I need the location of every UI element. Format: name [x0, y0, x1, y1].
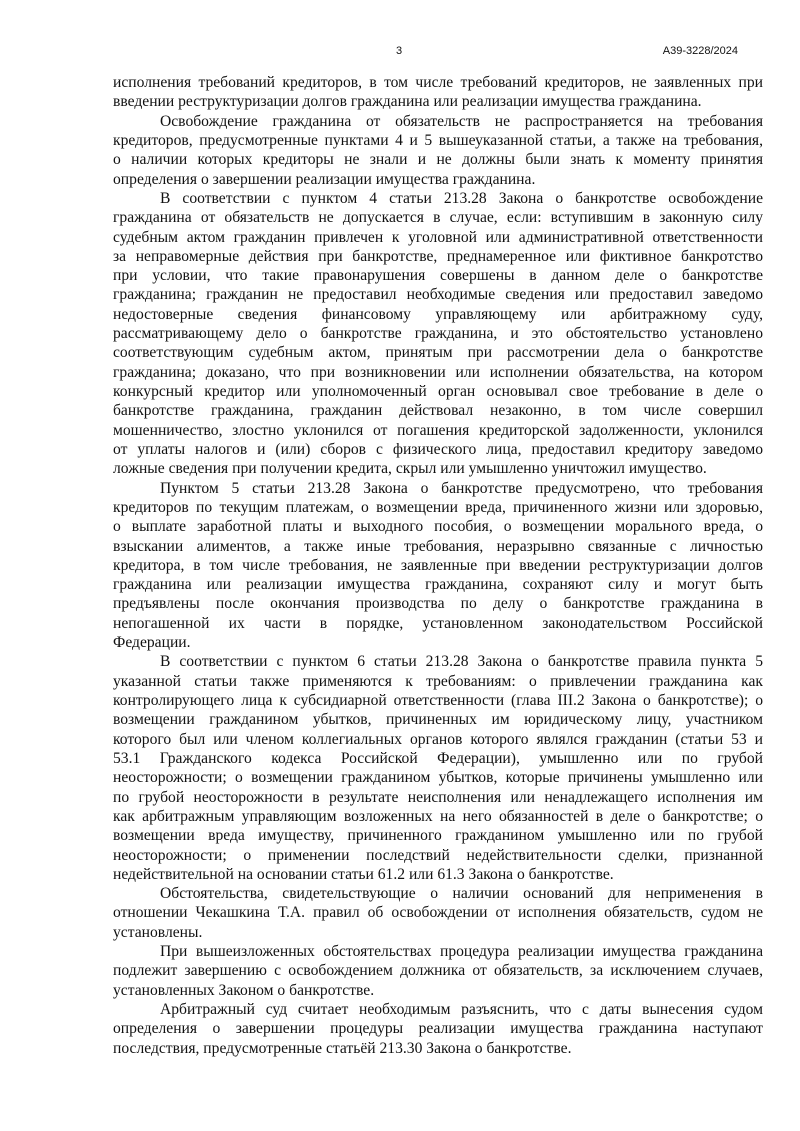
text-line: мошенничество, злостно уклонился от погашения кредиторской задолженности, уклонился	[113, 421, 763, 439]
text-line: конкурсный кредитор или уполномоченный орган основывал свое требование в деле о	[113, 383, 763, 400]
page-header	[0, 45, 800, 61]
text-line: кредитора, в том числе требования, не заявленные при введении реструктуризации долгов	[113, 556, 763, 574]
text-line: ложные сведения при получении кредита, скрыл или умышленно уничтожил имущество.	[113, 460, 707, 478]
paragraph	[113, 1000, 763, 1058]
text-line: При вышеизложенных обстоятельствах процедура реализации имущества гражданина	[160, 943, 763, 961]
text-line: введении реструктуризации долгов гражданина или реализации имущества гражданина.	[113, 93, 702, 111]
text-line: установленных Законом о банкротстве.	[113, 981, 375, 999]
text-line: недействительной на основании статьи 61.2 или 61.3 Закона о банкротстве.	[113, 865, 614, 883]
text-line: банкротстве гражданина, гражданин действовал незаконно, в том числе совершил	[113, 402, 763, 420]
text-line: Пунктом 5 статьи 213.28 Закона о банкротстве предусмотрено, что требования	[160, 479, 763, 497]
text-line: последствия, предусмотренные статьёй 213.30 Закона о банкротстве.	[113, 1039, 572, 1057]
text-line: установлены.	[113, 923, 203, 941]
text-line: неосторожности; о применении последствий недействительности сделки, признанной	[113, 846, 763, 864]
text-line: соответствующим судебным актом, принятым при рассмотрении дела о банкротстве	[113, 344, 763, 362]
text-line: неосторожности; о возмещении гражданином убытков, которые причинены умышленно или	[113, 769, 763, 787]
document-body	[113, 73, 763, 1058]
text-line: недостоверные сведения финансовому управляющему или арбитражному суду,	[113, 305, 763, 323]
text-line: В соответствии с пунктом 6 статьи 213.28 Закона о банкротстве правила пункта 5	[160, 653, 763, 671]
text-line: судебным актом гражданин привлечен к уголовной или административной ответственности	[113, 228, 763, 246]
text-line: определения о завершении процедуры реализации имущества гражданина наступают	[113, 1020, 763, 1038]
text-line: подлежит завершению с освобождением должника от обязательств, за исключением случаев,	[113, 962, 763, 980]
text-line: как арбитражным управляющим возложенных на него обязанностей в деле о банкротстве; о	[113, 807, 763, 825]
text-line: Федерации.	[113, 634, 191, 652]
paragraph	[113, 189, 763, 479]
text-line: рассматривающему дело о банкротстве гражданина, и это обстоятельство установлено	[113, 325, 763, 343]
text-line: указанной статьи также применяются к требованиям: о привлечении гражданина как	[113, 672, 763, 690]
text-line: взыскании алиментов, а также иные требования, неразрывно связанные с личностью	[113, 537, 763, 555]
text-line: за неправомерные действия при банкротстве, преднамеренное или фиктивное банкротство	[113, 247, 763, 265]
text-line: Обстоятельства, свидетельствующие о наличии оснований для неприменения в	[160, 885, 763, 903]
text-line: непогашенной их части в порядке, установленном законодательством Российской	[113, 614, 763, 632]
text-line: В соответствии с пунктом 4 статьи 213.28 Закона о банкротстве освобождение	[160, 189, 763, 207]
text-line: Арбитражный суд считает необходимым разъяснить, что с даты вынесения судом	[160, 1001, 763, 1018]
text-line: исполнения требований кредиторов, в том числе требований кредиторов, не заявленных при	[113, 74, 763, 91]
text-line: возмещении вреда имуществу, причиненного гражданином умышленно или по грубой	[113, 827, 763, 845]
case-number: А39-3228/2024	[662, 45, 738, 57]
text-line: Освобождение гражданина от обязательств не распространяется на требования	[160, 112, 763, 130]
text-line: возмещении гражданином убытков, причиненных им юридическому лицу, участником	[113, 711, 763, 729]
text-line: гражданина; доказано, что при возникновении или исполнении обязательства, на котором	[113, 363, 763, 381]
text-line: контролирующего лица к субсидиарной ответственности (глава III.2 Закона о банкротстве); о	[113, 692, 763, 709]
text-line: от уплаты налогов и (или) сборов с физического лица, предоставил кредитору заведомо	[113, 440, 763, 458]
text-line: по грубой неосторожности в результате неисполнения или ненадлежащего исполнения им	[113, 788, 763, 806]
text-line: кредиторов, предусмотренные пунктами 4 и 5 вышеуказанной статьи, а также на требования,	[113, 131, 763, 149]
paragraph	[113, 942, 763, 1000]
text-line: гражданина или реализации имущества гражданина, сохраняют силу и могут быть	[113, 576, 763, 594]
text-line: 53.1 Гражданского кодекса Российской Федерации), умышленно или по грубой	[113, 749, 763, 767]
text-line: кредиторов по текущим платежам, о возмещении вреда, причиненного жизни или здоровью,	[113, 498, 763, 516]
text-line: о выплате заработной платы и выходного пособия, о возмещении морального вреда, о	[113, 518, 763, 536]
text-line: гражданина; гражданин не предоставил необходимые сведения или предоставил заведомо	[113, 286, 763, 304]
paragraph	[113, 479, 763, 653]
text-line: предъявлены после окончания производства по делу о банкротстве гражданина в	[113, 595, 763, 613]
page-number: 3	[396, 45, 403, 57]
paragraph	[113, 73, 763, 112]
text-line: отношении Чекашкина Т.А. правил об освобождении от исполнения обязательств, судом не	[113, 904, 763, 922]
text-line: гражданина от обязательств не допускается в случае, если: вступившим в законную силу	[113, 209, 763, 227]
paragraph	[113, 884, 763, 942]
text-line: определения о завершении реализации имущества гражданина.	[113, 170, 536, 188]
text-line: которого был или членом коллегиальных органов которого являлся гражданин (статьи 53 и	[113, 730, 763, 748]
paragraph	[113, 652, 763, 884]
text-line: о наличии которых кредиторы не знали и не должны были знать к моменту принятия	[113, 151, 763, 169]
text-line: при условии, что такие правонарушения совершены в данном деле о банкротстве	[113, 267, 763, 285]
paragraph	[113, 112, 763, 189]
